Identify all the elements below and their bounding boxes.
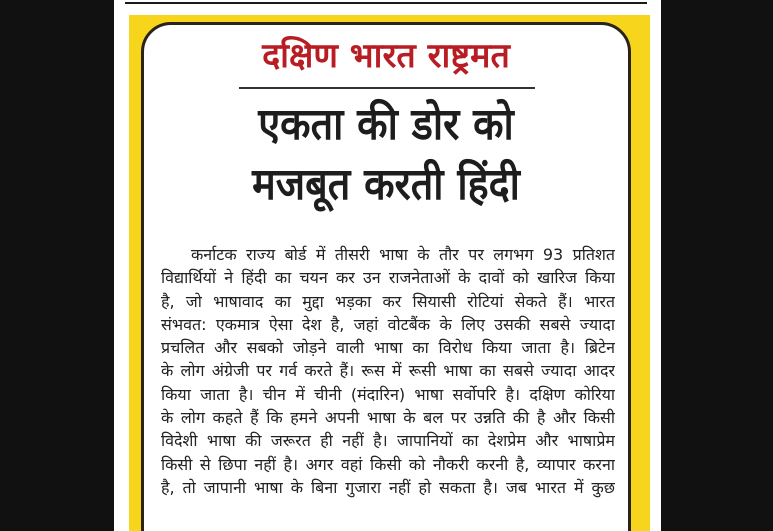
masthead-divider [239, 87, 535, 89]
body-line: के लोग अंग्रेजी पर गर्व करते हैं। रूस में रूसी भाषा का सबसे ज्यादा आदर [161, 361, 615, 381]
editorial-card [141, 22, 631, 531]
newspaper-page [114, 0, 661, 531]
publication-masthead: दक्षिण भारत राष्ट्रमत [262, 36, 510, 76]
headline-line-2: मजबूत करती हिंदी [252, 159, 520, 210]
body-line: संभवत: एकमात्र ऐसा देश है, जहां वोटबैंक के लिए उसकी सबसे ज्यादा [161, 314, 615, 334]
top-divider [125, 2, 647, 4]
body-line: कर्नाटक राज्य बोर्ड में तीसरी भाषा के तौर पर लगभग 93 प्रतिशत [191, 245, 615, 264]
headline-line-1: एकता की डोर को [258, 99, 514, 150]
body-line: के लोग कहते हैं कि हमने अपनी भाषा के बल पर उन्नति की है और किसी [161, 408, 615, 428]
body-line: विद्यार्थियों ने हिंदी का चयन कर उन राजनेताओं के दावों को खारिज किया [161, 268, 615, 288]
body-line: किया जाता है। चीन में चीनी (मंदारिन) भाषा सर्वोपरि है। दक्षिण कोरिया [161, 384, 615, 404]
headline [144, 95, 628, 215]
body-line: है, तो जापानी भाषा के बिना गुजारा नहीं हो सकता है। जब भारत में कुछ [161, 477, 615, 497]
body-line: है, जो भाषावाद का मुद्दा भड़का कर सियासी रोटियां सेकते हैं। भारत [161, 291, 615, 311]
body-line: प्रचलित और सबको जोड़ने वाली भाषा का विरोध किया जाता है। ब्रिटेन [161, 338, 615, 358]
article-body [161, 243, 615, 499]
body-line: विदेशी भाषा की जरूरत ही नहीं है। जापानियों का देशप्रेम और भाषाप्रेम [161, 431, 615, 451]
body-line: किसी से छिपा नहीं है। अगर वहां किसी को नौकरी करनी है, व्यापार करना [161, 454, 615, 474]
